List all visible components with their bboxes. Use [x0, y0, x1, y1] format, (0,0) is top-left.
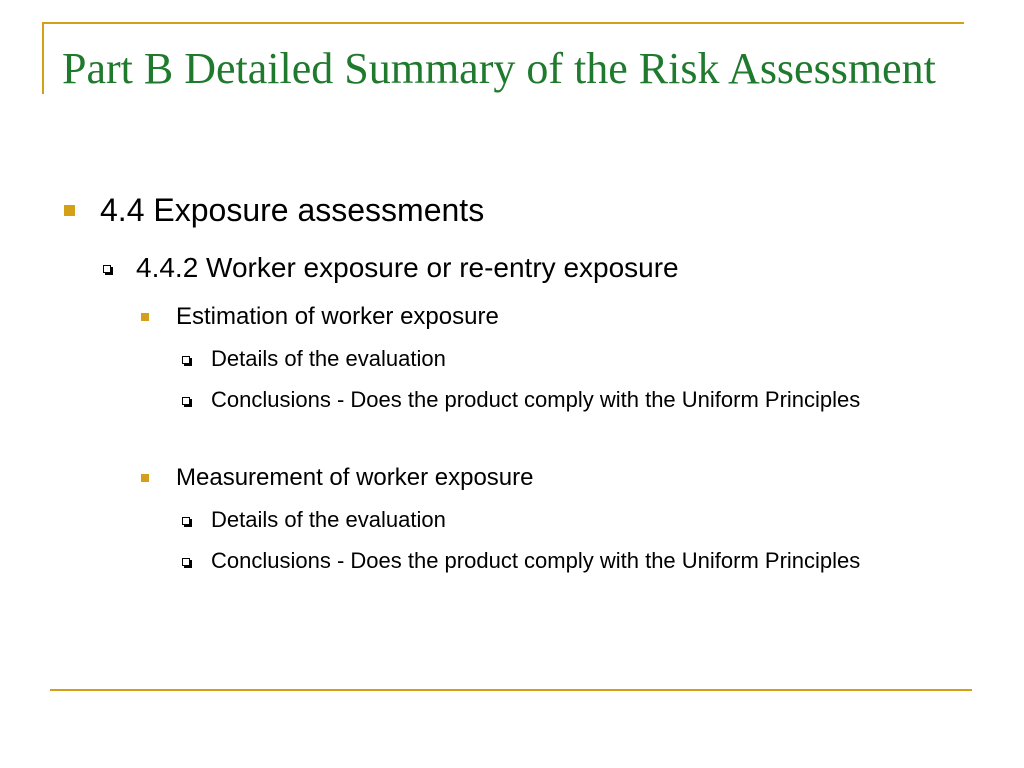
section-heading-estimation: [176, 301, 976, 333]
outline-level1-item: [100, 190, 980, 230]
hollow-square-bullet-icon: [182, 356, 190, 364]
section-item-text: Conclusions - Does the product comply with the Uniform Principles: [211, 387, 861, 412]
filled-square-bullet-icon: [64, 205, 75, 216]
section-item-measurement-details: [211, 503, 941, 537]
section-item-text: Conclusions - Does the product comply with the Uniform Principles: [211, 548, 861, 573]
outline-level2-item: [136, 250, 976, 286]
slide-title: Part B Detailed Summary of the Risk Assessment: [62, 44, 936, 93]
hollow-square-bullet-icon: [182, 397, 190, 405]
outline-level1-text: 4.4 Exposure assessments: [100, 192, 485, 228]
section-heading-text: Measurement of worker exposure: [176, 464, 534, 491]
section-item-text: Details of the evaluation: [211, 507, 446, 532]
hollow-square-bullet-icon: [182, 517, 190, 525]
section-item-estimation-details: [211, 342, 941, 376]
filled-square-bullet-icon: [141, 474, 149, 482]
section-item-estimation-conclusions: [211, 383, 941, 417]
hollow-square-bullet-icon: [103, 265, 111, 273]
filled-square-bullet-icon: [141, 313, 149, 321]
section-item-text: Details of the evaluation: [211, 346, 446, 371]
section-item-measurement-conclusions: [211, 544, 941, 578]
section-heading-measurement: [176, 462, 976, 494]
section-heading-text: Estimation of worker exposure: [176, 303, 499, 330]
hollow-square-bullet-icon: [182, 558, 190, 566]
outline-level2-text: 4.4.2 Worker exposure or re-entry exposure: [136, 252, 679, 283]
